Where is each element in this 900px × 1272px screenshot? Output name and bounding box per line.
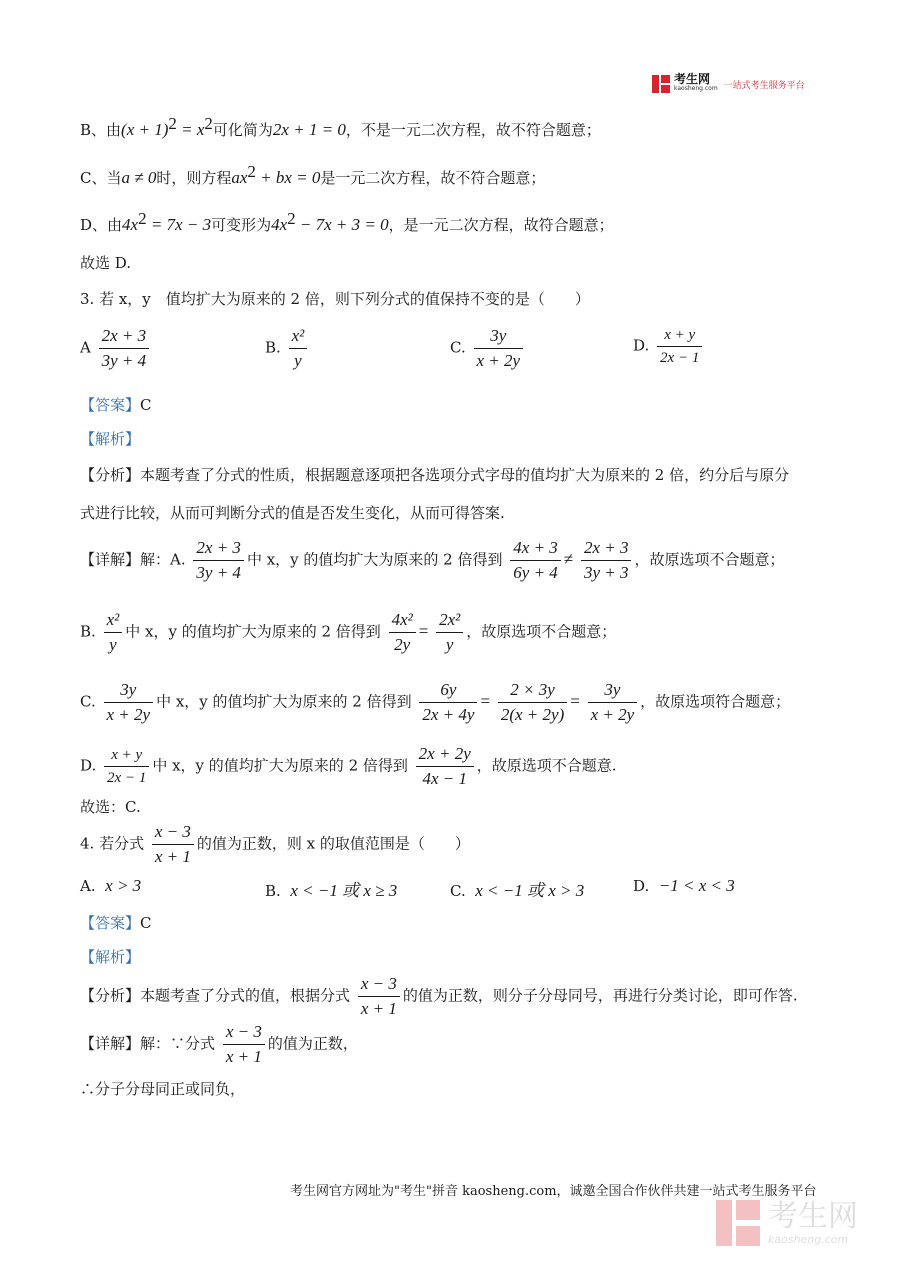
q4-analysis-tag: 【解析】 xyxy=(80,948,141,966)
q3-detail-c: C. $\frac{3y}{x + 2y}$ 中 x，y 的值均扩大为原来的 2 倍得到 $\frac{6y}{2x + 4y}$ = $\frac{2 \times 3y}{2(x + 2y)}$ = $\frac{3y}{x + 2y}$ ，故原选项符合题意； xyxy=(80,680,791,724)
q4-option-b: B. x < −1 或 x ≥ 3 xyxy=(265,881,398,900)
watermark-logo-icon xyxy=(716,1200,760,1246)
q3-analysis-tag: 【解析】 xyxy=(80,430,141,448)
q3-detail-a: 【详解】解：A. $\frac{2x + 3}{3y + 4}$ 中 x，y 的值均扩大为原来的 2 倍得到 $\frac{4x + 3}{6y + 4}$ ≠ $\frac{2x + 3}{3y + 3}$ ，故原选项不合题意； xyxy=(80,538,785,582)
logo-name: 考生网 xyxy=(674,72,711,86)
watermark-name: 考生网 xyxy=(768,1198,858,1234)
logo-icon xyxy=(652,75,670,93)
watermark xyxy=(716,1200,858,1246)
q4-analysis: 【分析】本题考查了分式的值，根据分式 $\frac{x - 3}{x + 1}$ 的值为正数，则分子分母同号，再进行分类讨论，即可作答. xyxy=(80,974,798,1018)
watermark-domain: kaosheng.com xyxy=(768,1232,849,1246)
q4-detail-line2: ∴分子分母同正或同负， xyxy=(80,1080,246,1098)
q3-option-b: B. $\frac{\text{x²}}{y}$ xyxy=(265,326,310,371)
answer-tag: 【答案】 xyxy=(80,396,141,414)
header-slogan: 一站式考生服务平台 xyxy=(723,80,805,91)
q3-detail-b: B. $\frac{\text{x²}}{y}$ 中 x，y 的值均扩大为原来的 2 倍得到 $\frac{\text{4x²}}{2y}$ = $\frac{\text{2x²}}{y}$ ，故原选项不合题意； xyxy=(80,610,617,654)
prev-option-c: C、当a ≠ 0时，则方程$ax^2$ + bx = 0是一元二次方程，故不符合题意； xyxy=(80,162,546,187)
q4-option-c: C. x < −1 或 x > 3 xyxy=(450,881,585,900)
q4-stem: 4. 若分式 $\frac{x - 3}{x + 1}$ 的值为正数，则 x 的取值范围是（ ） xyxy=(80,822,470,866)
q3-detail-d: D. $\frac{x + y}{2x - 1}$ 中 x，y 的值均扩大为原来的 2 倍得到 $\frac{2x + 2y}{4x - 1}$ ，故原选项不合题意. xyxy=(80,744,617,788)
q3-option-a: A $\frac{2x + 3}{3y + 4}$ xyxy=(80,326,152,371)
footer-text: 考生网官方网址为"考生"拼音 kaosheng.com，诚邀全国合作伙伴共建一站式考生服务平台 xyxy=(290,1184,817,1199)
q4-answer: 【答案】C xyxy=(80,914,152,932)
q3-stem: 3. 若 x，y 值均扩大为原来的 2 倍，则下列分式的值保持不变的是（ ） xyxy=(80,290,590,308)
prev-conclusion: 故选 D. xyxy=(80,254,132,272)
q3-analysis-line2: 式进行比较，从而可判断分式的值是否发生变化，从而可得答案. xyxy=(80,504,505,522)
logo-domain: kaosheng.com xyxy=(674,85,718,92)
answer-tag: 【答案】 xyxy=(80,914,141,932)
q4-detail: 【详解】解：∵分式 $\frac{x - 3}{x + 1}$ 的值为正数， xyxy=(80,1022,358,1066)
q3-answer: 【答案】C xyxy=(80,396,152,414)
q4-option-d: D. −1 < x < 3 xyxy=(633,876,735,895)
q3-option-d: D. $\frac{x + y}{2x - 1}$ xyxy=(633,326,705,367)
prev-option-d: D、由$4x^2 = 7x - 3$可变形为$4x^2 - 7x + 3 = 0$，是一元二次方程，故符合题意； xyxy=(80,209,614,234)
q3-option-c: C. $\frac{3y}{x + 2y}$ xyxy=(450,326,526,371)
q3-analysis-line1: 【分析】本题考查了分式的性质，根据题意逐项把各选项分式字母的值均扩大为原来的 2 倍，约分后与原分 xyxy=(80,466,790,484)
q3-conclusion: 故选：C. xyxy=(80,798,141,816)
prev-option-b: B、由$(x + 1)^2 = x^2$可化简为2x + 1 = 0，不是一元二次方程，故不符合题意； xyxy=(80,114,601,139)
q4-option-a: A. x > 3 xyxy=(80,876,142,895)
header-logo xyxy=(652,74,805,94)
